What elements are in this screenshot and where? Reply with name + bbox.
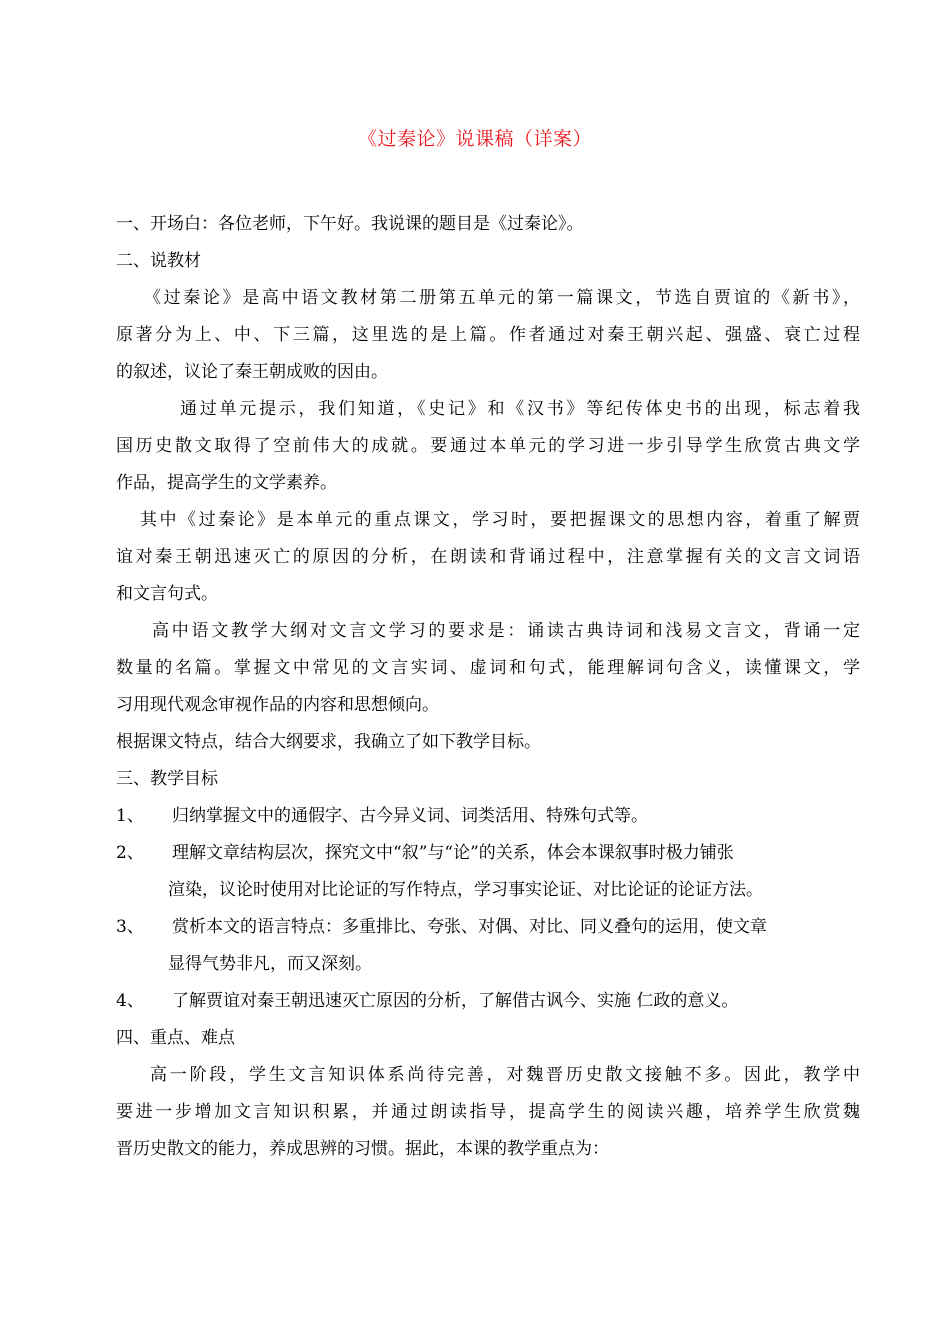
objective-number: 1、 [116, 806, 144, 826]
section-heading-key-points: 四、重点、难点 [116, 1028, 235, 1048]
objective-text: 了解贾谊对秦王朝迅速灭亡原因的分析，了解借古讽今、实施 仁政的意义。 [172, 991, 739, 1011]
paragraph-line: 要进一步增加文言知识积累，并通过朗读指导，提高学生的阅读兴趣，培养学生欣赏魏 [116, 1102, 860, 1122]
paragraph-line: 国历史散文取得了空前伟大的成就。要通过本单元的学习进一步引导学生欣赏古典文学 [116, 436, 860, 456]
paragraph-line: 的叙述，议论了秦王朝成败的因由。 [116, 362, 388, 382]
objective-text-continued: 显得气势非凡，而又深刻。 [168, 954, 372, 974]
objective-item [116, 909, 860, 946]
document-title: 《过秦论》说课稿（详案） [357, 128, 592, 150]
section-heading-objectives: 三、教学目标 [116, 769, 218, 789]
section-heading-textbook: 二、说教材 [116, 251, 201, 271]
objective-number: 4、 [116, 991, 144, 1011]
document-body [116, 206, 860, 1168]
objective-text: 归纳掌握文中的通假字、古今异义词、词类活用、特殊句式等。 [172, 806, 648, 826]
paragraph-line: 高中语文教学大纲对文言文学习的要求是：诵读古典诗词和浅易文言文，背诵一定 [152, 621, 860, 641]
objective-item [116, 835, 860, 872]
paragraph-line: 谊对秦王朝迅速灭亡的原因的分析，在朗读和背诵过程中，注意掌握有关的文言文词语 [116, 547, 860, 567]
paragraph-line: 根据课文特点，结合大纲要求，我确立了如下教学目标。 [116, 732, 541, 752]
paragraph-line: 通过单元提示，我们知道，《史记》和《汉书》等纪传体史书的出现，标志着我 [180, 399, 860, 419]
objective-text: 赏析本文的语言特点：多重排比、夸张、对偶、对比、同义叠句的运用，使文章 [172, 917, 767, 937]
paragraph-line: 原著分为上、中、下三篇，这里选的是上篇。作者通过对秦王朝兴起、强盛、衰亡过程 [116, 325, 860, 345]
opening-line: 一、开场白：各位老师，下午好。我说课的题目是《过秦论》。 [116, 214, 584, 234]
objective-item [116, 983, 860, 1020]
objective-text: 理解文章结构层次，探究文中“叙”与“论”的关系，体会本课叙事时极力铺张 [172, 843, 734, 863]
paragraph-line: 《过秦论》是高中语文教材第二册第五单元的第一篇课文，节选自贾谊的《新书》， [144, 288, 860, 308]
paragraph-line: 数量的名篇。掌握文中常见的文言实词、虚词和句式，能理解词句含义，读懂课文，学 [116, 658, 860, 678]
paragraph-line: 作品，提高学生的文学素养。 [116, 473, 337, 493]
objective-item [116, 798, 860, 835]
paragraph-line: 习用现代观念审视作品的内容和思想倾向。 [116, 695, 439, 715]
paragraph-line: 高一阶段，学生文言知识体系尚待完善，对魏晋历史散文接触不多。因此，教学中 [150, 1065, 860, 1085]
objective-number: 2、 [116, 843, 144, 863]
objective-number: 3、 [116, 917, 144, 937]
objective-text-continued: 渲染，议论时使用对比论证的写作特点，学习事实论证、对比论证的论证方法。 [168, 880, 763, 900]
paragraph-line: 晋历史散文的能力，养成思辨的习惯。据此，本课的教学重点为： [116, 1139, 609, 1159]
paragraph-line: 其中《过秦论》是本单元的重点课文，学习时，要把握课文的思想内容，着重了解贾 [140, 510, 860, 530]
paragraph-line: 和文言句式。 [116, 584, 218, 604]
